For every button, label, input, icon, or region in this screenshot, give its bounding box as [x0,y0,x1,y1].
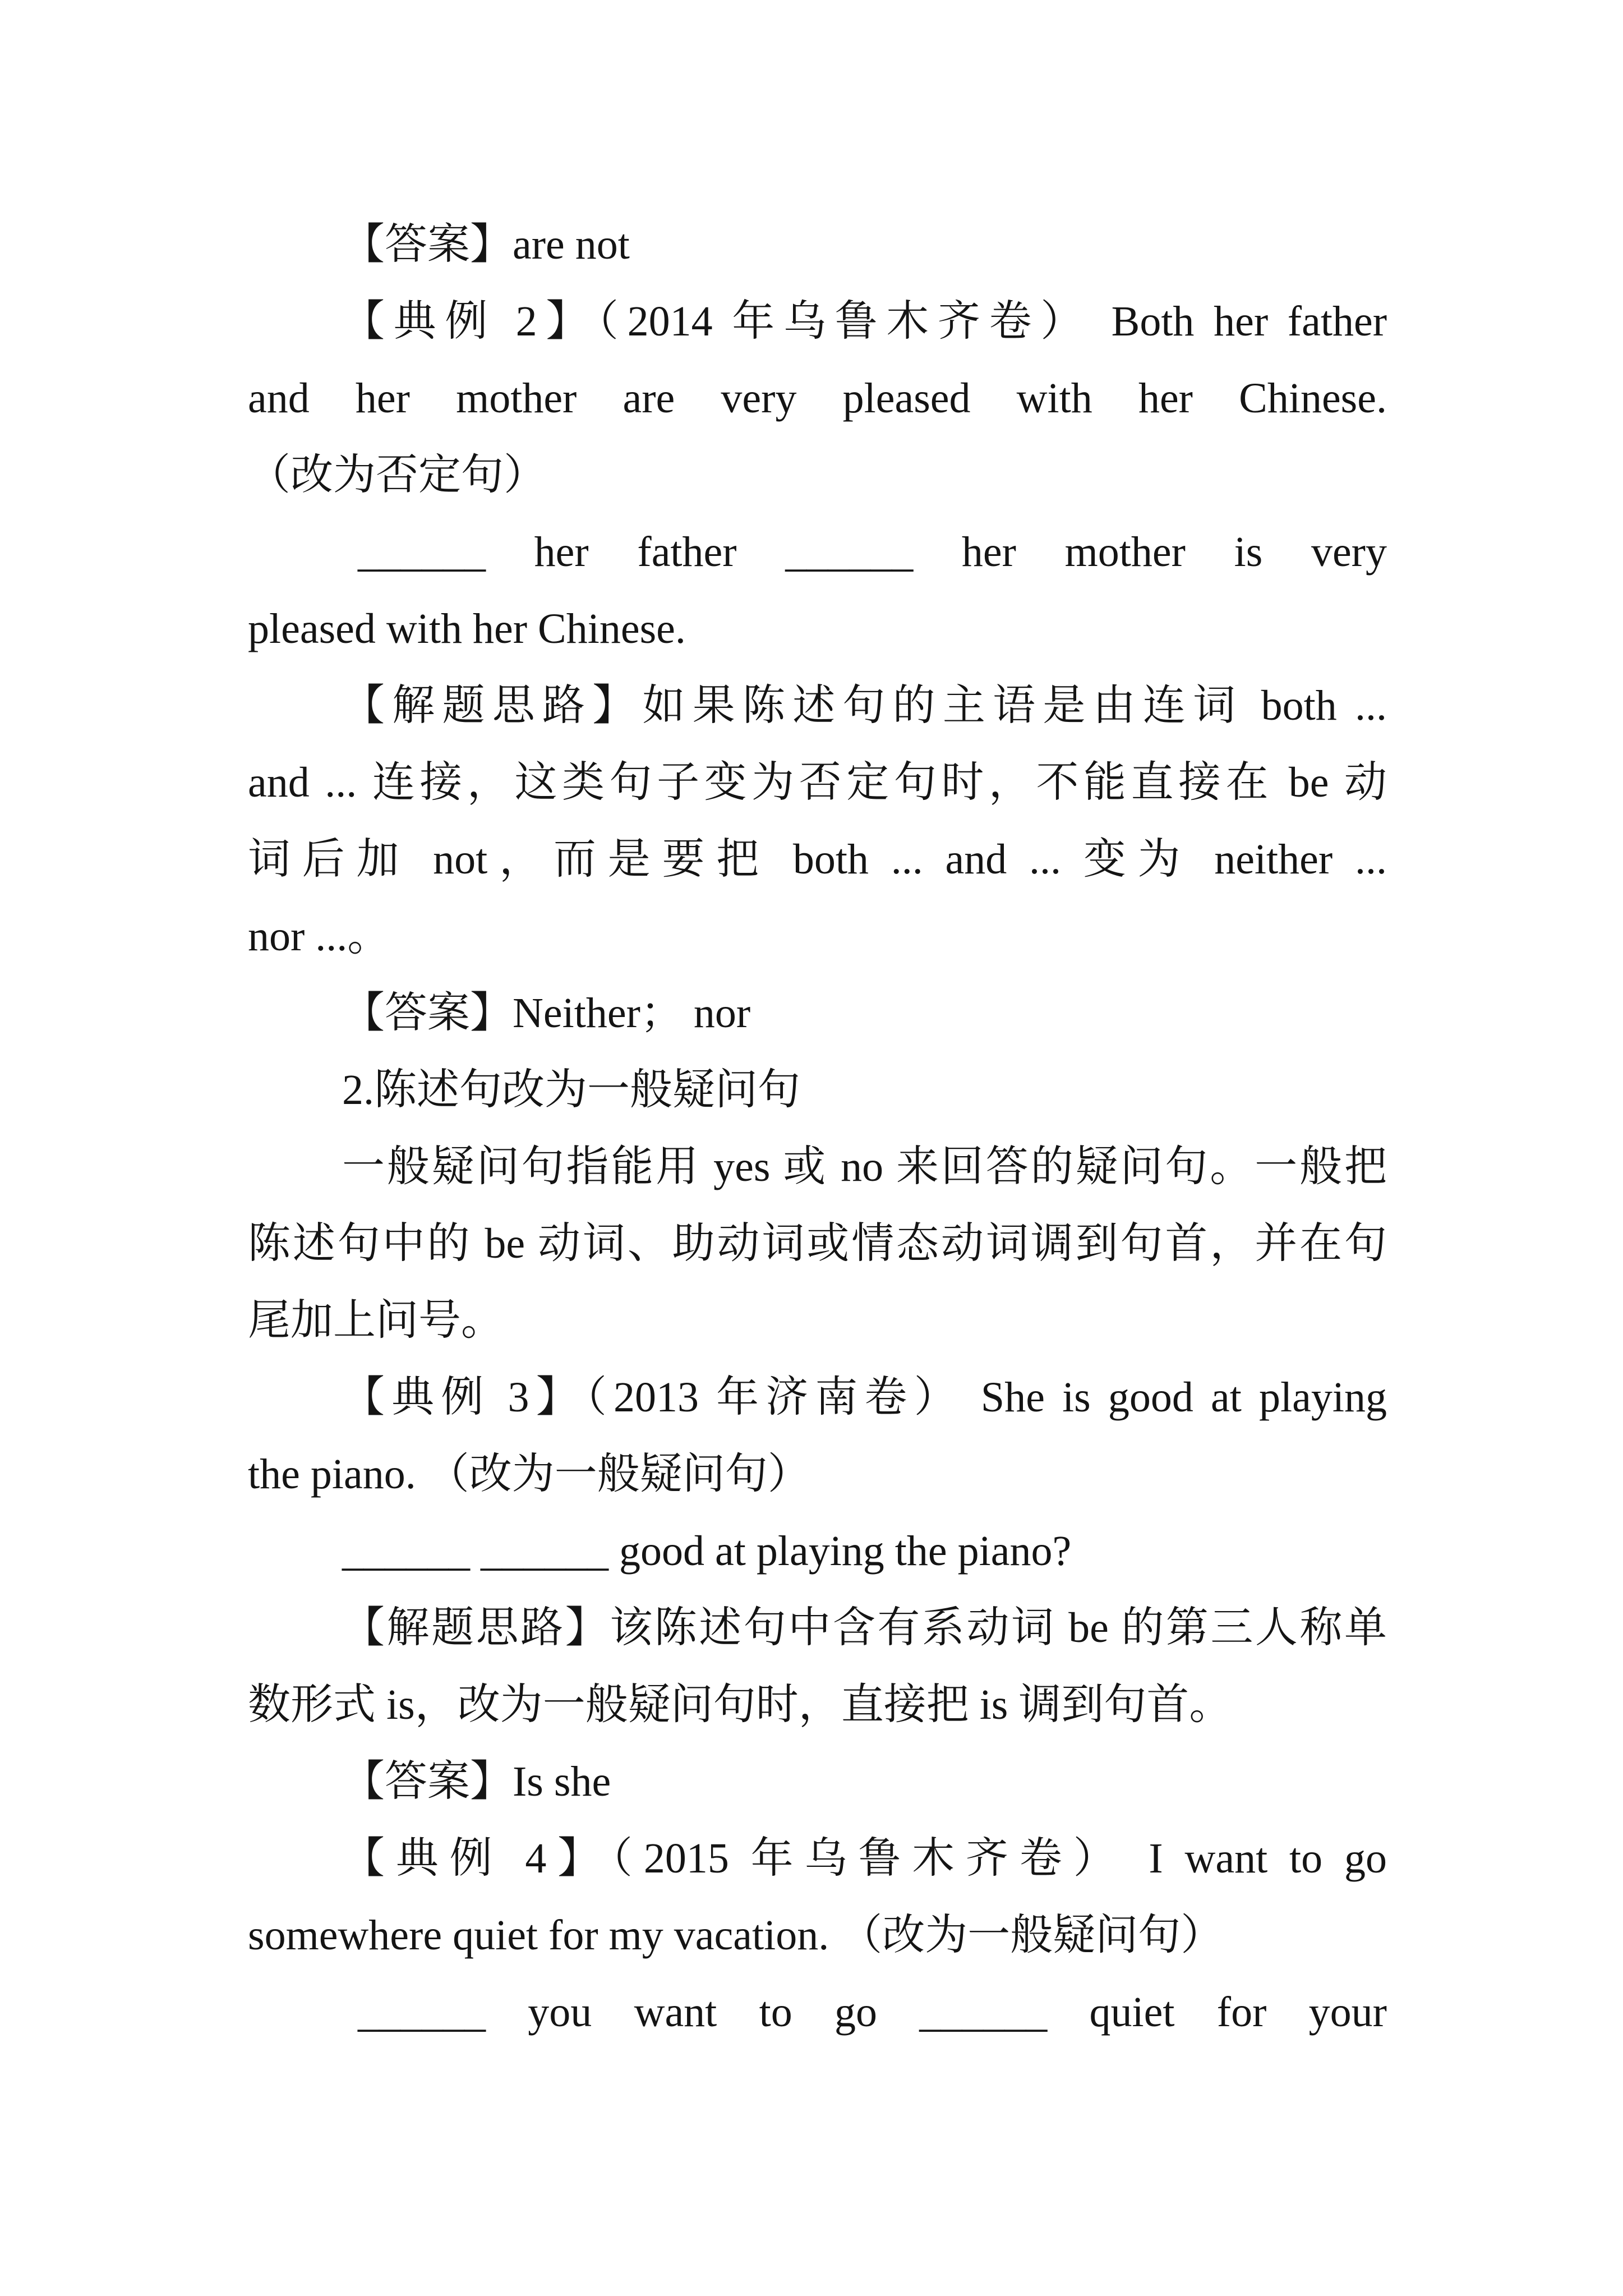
example-2-question-line: and her mother are very pleased with her Chinese. [248,375,1387,422]
example-2-analysis-line: nor ...。 [248,913,390,960]
document-page [248,206,1387,2051]
example-3-answer: 【答案】Is she [342,1758,611,1805]
example-4-question-line: somewhere quiet for my vacation. （改为一般疑问句） [248,1912,1224,1959]
section-2-explanation-line: 一般疑问句指能用 yes 或 no 来回答的疑问句。一般把 [342,1143,1387,1190]
section-2-explanation-line: 尾加上问号。 [248,1297,504,1344]
example-4-blank-line: ______ you want to go ______ quiet for your [358,1989,1387,2036]
example-3-analysis-line: 【解题思路】该陈述句中含有系动词 be 的第三人称单 [342,1604,1387,1651]
example-3-heading: 【典例 3】（2013 年济南卷） She is good at playing [342,1374,1387,1421]
example-2-analysis-line: 词后加 not，而是要把 both ... and ... 变为 neither ... [248,836,1387,883]
section-2-heading: 2.陈述句改为一般疑问句 [342,1066,800,1114]
example-3-analysis-line: 数形式 is，改为一般疑问句时，直接把 is 调到句首。 [248,1681,1232,1728]
example-2-blank-line-end: pleased with her Chinese. [248,605,686,652]
example-2-blank-line: ______ her father ______ her mother is very [358,528,1387,576]
example-1-answer: 【答案】are not [342,221,630,268]
example-3-blank-line: ______ ______ good at playing the piano? [342,1527,1072,1575]
example-2-heading: 【典例 2】（2014 年乌鲁木齐卷） Both her father [342,298,1387,345]
example-2-analysis-line: 【解题思路】如果陈述句的主语是由连词 both ... [342,682,1387,729]
example-3-question-line: the piano. （改为一般疑问句） [248,1451,810,1498]
section-2-explanation-line: 陈述句中的 be 动词、助动词或情态动词调到句首，并在句 [248,1220,1387,1267]
example-4-heading: 【典例 4】（2015 年乌鲁木齐卷） I want to go [342,1835,1387,1882]
example-2-answer: 【答案】Neither； nor [342,990,751,1037]
example-2-analysis-line: and ... 连接，这类句子变为否定句时，不能直接在 be 动 [248,759,1387,806]
example-2-instruction: （改为否定句） [248,452,546,499]
